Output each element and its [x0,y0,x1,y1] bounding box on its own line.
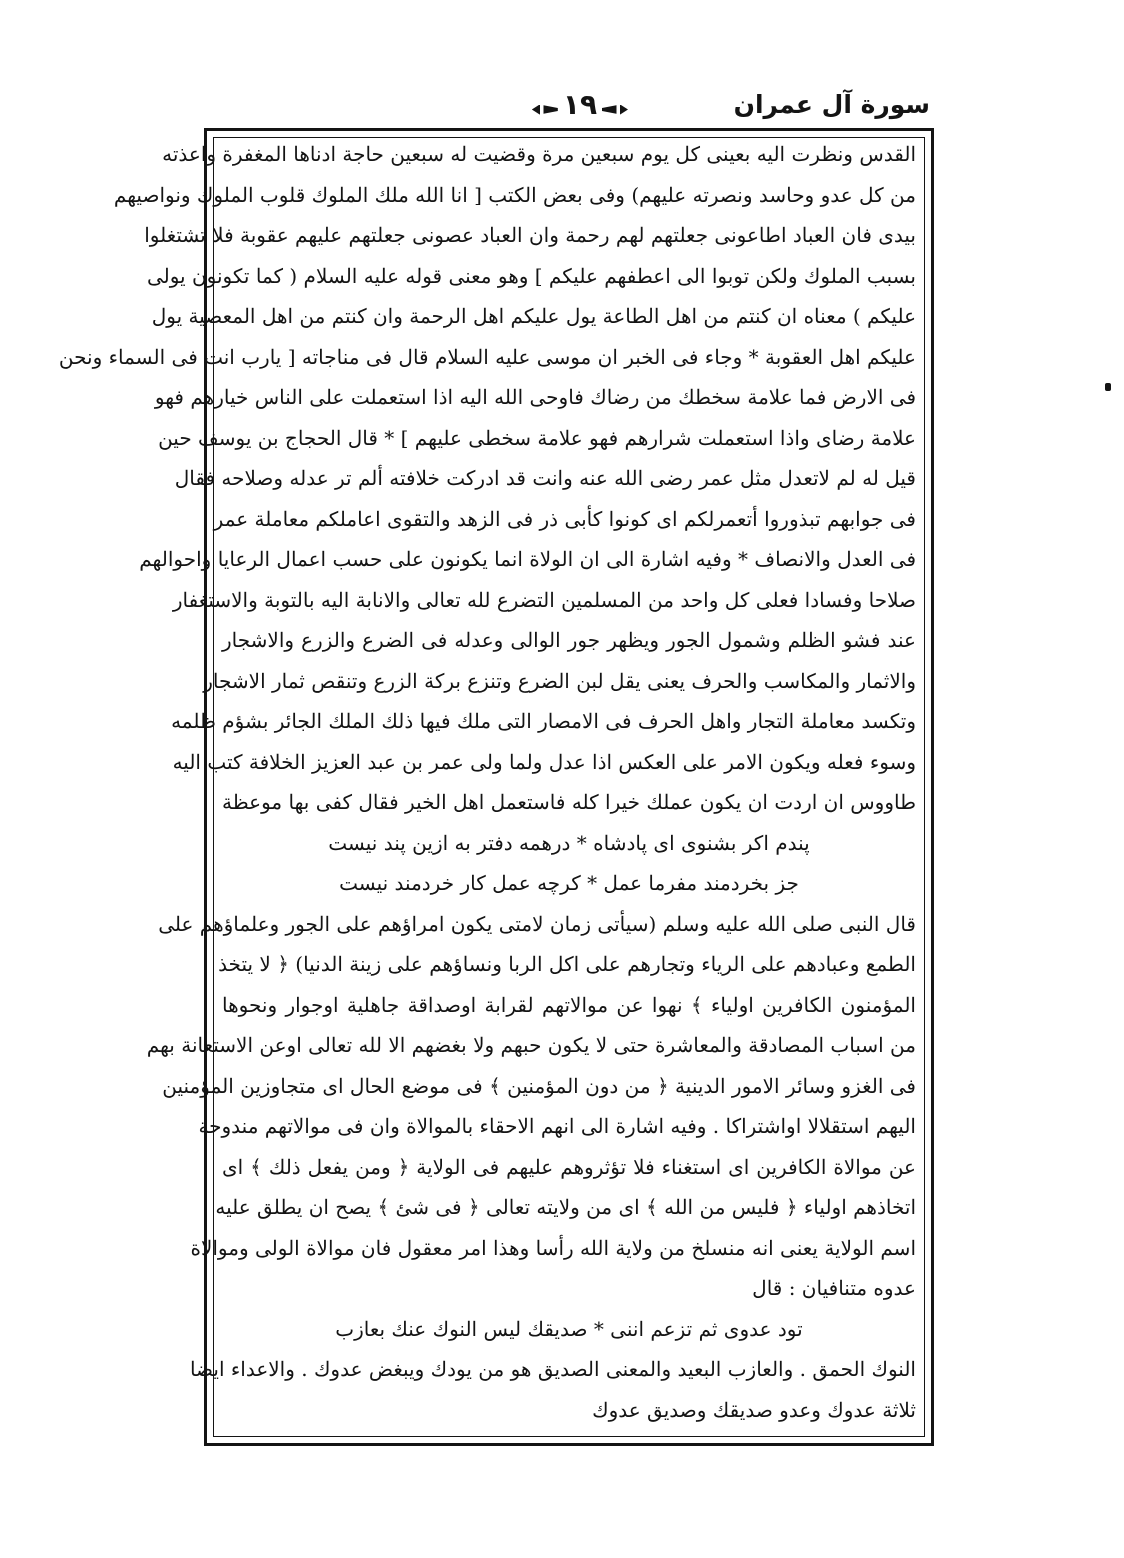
text-line: قيل له لم لاتعدل مثل عمر رضى الله عنه وانت قد ادركت خلافته ألم تر عدله وصلاحه فقال [174,466,916,490]
text-line: صلاحا وفسادا فعلى كل واحد من المسلمين التضرع لله تعالى والانابة اليه بالتوبة والاستغفار [172,587,916,612]
text-line: قال النبى صلى الله عليه وسلم (سيأتى زمان لامتى يكون امراؤهم على الجور وعلماؤهم على [158,911,916,936]
text-line: فى الارض فما علامة سخطك من رضاك فاوحى الله اليه اذا استعملت على الناس خيارهم فهو [154,385,916,409]
text-line: ثلاثة عدوك وعدو صديقك وصديق عدوك [592,1397,916,1422]
text-line: اتخاذهم اولياء ﴿ فليس من الله ﴾ اى من ولايته تعالى ﴿ فى شئ ﴾ يصح ان يطلق عليه [215,1195,916,1219]
verse-line: جز بخردمند مفرما عمل * كرچه عمل كار خردمند نيست [339,871,799,895]
text-line: النوك الحمق . والعازب البعيد والمعنى الصديق هو من يودك ويبغض عدوك . والاعداء ايضا [189,1357,916,1381]
text-line: بيدى فان العباد اطاعونى جعلتهم لهم رحمة وان العباد عصونى جعلتهم عليهم عقوبة فلا تشتغلوا [144,223,916,247]
text-line: عند فشو الظلم وشمول الجور ويظهر جور الوالى وعدله فى الضرع والزرع والاشجار [222,628,916,652]
page-header [210,88,930,130]
text-line: عليكم اهل العقوبة * وجاء فى الخبر ان موسى عليه السلام قال فى مناجاته [ يارب انت فى السماء ونحن [58,344,916,369]
ornament-left-icon [532,105,558,115]
surah-title: سورة آل عمران [733,90,930,119]
text-line: اسم الولاية يعنى انه منسلخ من ولاية الله رأسا وهذا امر معقول فان موالاة الولى وموالاة [190,1235,916,1260]
ornament-right-icon [602,105,628,115]
text-line: وسوء فعله ويكون الامر على العكس اذا عدل ولما ولى عمر بن عبد العزيز الخلافة كتب اليه [172,749,916,774]
page-number-block [520,88,640,121]
text-line: والاثمار والمكاسب والحرف يعنى يقل لبن الضرع وتنزع بركة الزرع وتنقص ثمار الاشجار [203,668,916,693]
text-line: عليكم ) معناه ان كنتم من اهل الطاعة يول عليكم اهل الرحمة وان كنتم من اهل المعصية يول [151,304,916,328]
text-line: من كل عدو وحاسد ونصرته عليهم) وفى بعض الكتب [ انا الله ملك الملوك قلوب الملوك ونواصيهم [113,182,916,207]
text-line: وتكسد معاملة التجار واهل الحرف فى الامصار التى ملك فيها ذلك الملك الجائر بشؤم ظلمه [171,709,916,733]
margin-mark [1105,383,1111,391]
text-line: عدوه متنافيان : قال [752,1276,916,1300]
text-line: علامة رضاى واذا استعملت شرارهم فهو علامة سخطى عليهم ] * قال الحجاج بن يوسف حين [158,425,916,450]
verse-line: پندم اكر بشنوى اى پادشاه * درهمه دفتر به ازين پند نيست [328,830,810,855]
verse-line: تود عدوى ثم تزعم اننى * صديقك ليس النوك عنك بعازب [335,1316,803,1341]
body-text [58,134,916,1430]
text-line: بسبب الملوك ولكن توبوا الى اعطفهم عليكم ] وهو معنى قوله عليه السلام ( كما تكونون يولى [146,263,916,288]
text-line: طاووس ان اردت ان يكون عملك خيرا كله فاستعمل اهل الخير فقال كفى بها موعظة [222,790,916,814]
text-line: فى الغزو وسائر الامور الدينية ﴿ من دون المؤمنين ﴾ فى موضع الحال اى متجاوزين المؤمنين [162,1073,916,1098]
page-number: ١٩ [562,88,598,121]
text-line: القدس ونظرت اليه بعينى كل يوم سبعين مرة وقضيت له سبعين حاجة ادناها المغفرة واعذته [162,142,916,166]
text-line: من اسباب المصادقة والمعاشرة حتى لا يكون حبهم ولا بغضهم الا لله تعالى اوعن الاستعانة بهم [146,1033,916,1057]
text-line: فى العدل والانصاف * وفيه اشارة الى ان الولاة انما يكونون على حسب اعمال الرعايا واحوالهم [139,547,916,571]
text-line: اليهم استقلالا اواشتراكا . وفيه اشارة الى انهم الاحقاء بالموالاة وان فى موالاتهم مندوحة [198,1114,916,1138]
text-line: المؤمنون الكافرين اولياء ﴾ نهوا عن موالاتهم لقرابة اوصداقة جاهلية اوجوار ونحوها [222,992,916,1017]
text-line: الطمع وعبادهم على الرياء وتجارهم على اكل الربا ونساؤهم على زينة الدنيا) ﴿ لا يتخذ [218,952,916,976]
text-line: عن موالاة الكافرين اى استغناء فلا تؤثروهم عليهم فى الولاية ﴿ ومن يفعل ذلك ﴾ اى [222,1154,916,1179]
text-line: فى جوابهم تبذوروا أتعمرلكم اى كونوا كأبى ذر فى الزهد والتقوى اعاملكم معاملة عمر [213,506,916,531]
